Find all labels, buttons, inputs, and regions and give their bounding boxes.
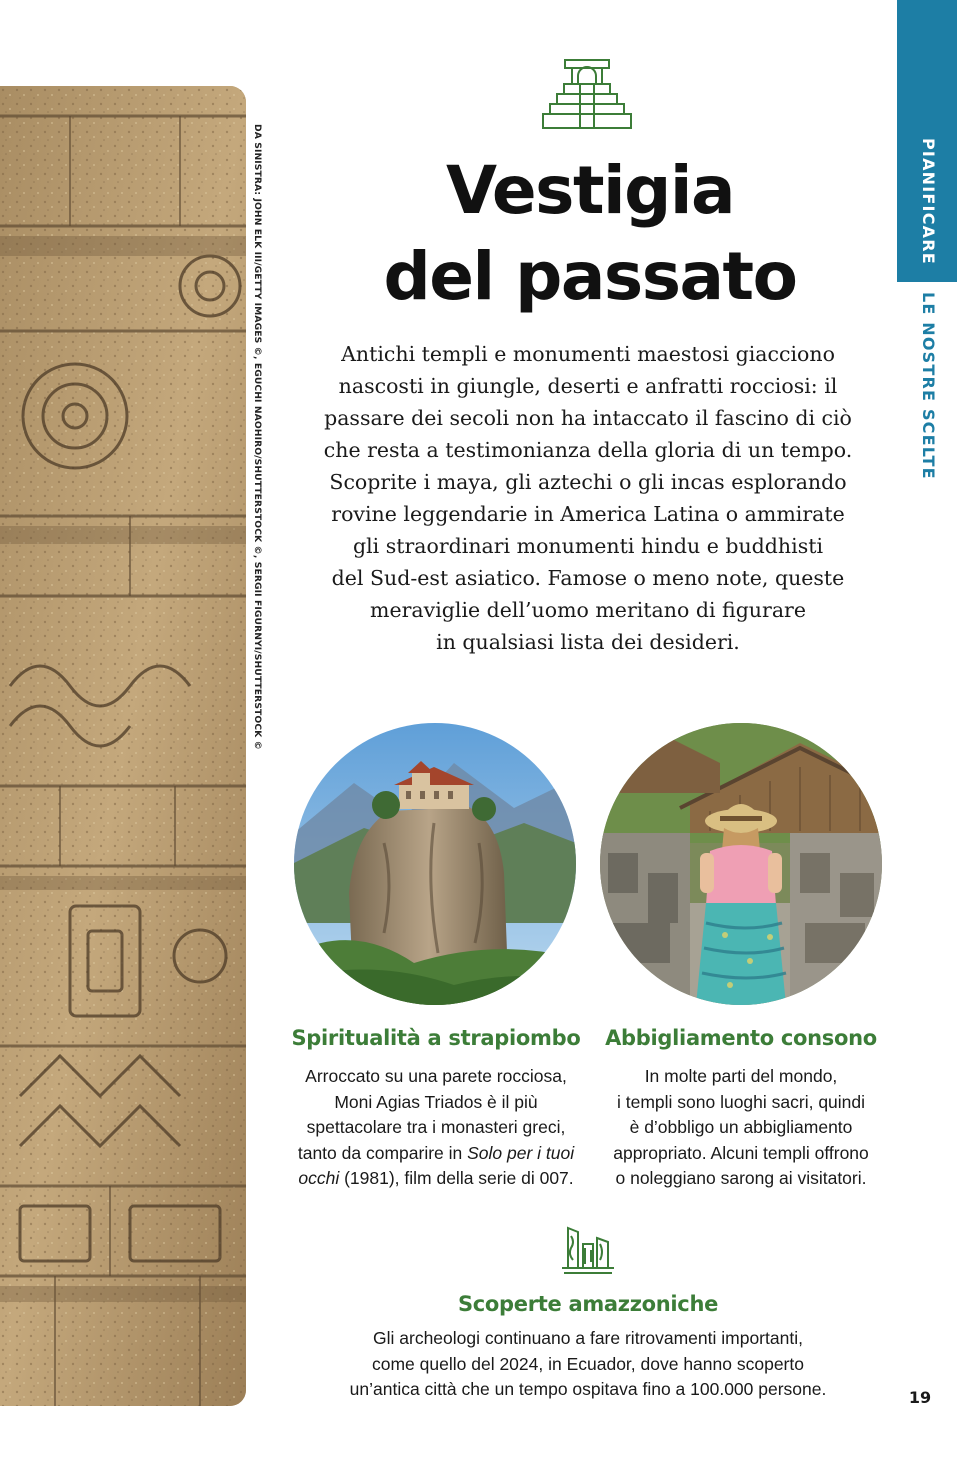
card-line: spettacolare tra i monasteri greci,	[306, 1117, 566, 1137]
card-line: i templi sono luoghi sacri, quindi	[616, 1091, 866, 1112]
stone-relief-photo	[0, 86, 246, 1406]
bottom-title: Scoperte amazzoniche	[457, 1292, 719, 1316]
intro-line: meraviglie dell’uomo meritano di figurare	[370, 598, 806, 622]
monastery-illustration	[294, 723, 576, 1005]
subsection-tab-label: LE NOSTRE SCELTE	[919, 292, 938, 480]
bottom-line: Gli archeologi continuano a fare ritrovamenti importanti,	[373, 1328, 803, 1348]
page-number: 19	[908, 1388, 932, 1407]
card-title-dress: Abbigliamento consono	[605, 1026, 877, 1050]
card-line: In molte parti del mondo,	[644, 1066, 838, 1086]
monastery-photo	[294, 723, 576, 1005]
stone-relief-illustration	[0, 86, 246, 1406]
page-title-line2: del passato	[383, 238, 797, 315]
intro-paragraph	[285, 338, 891, 658]
card-text-monastery	[288, 1064, 584, 1192]
section-tab-label: PIANIFICARE	[919, 138, 938, 265]
intro-line: gli straordinari monumenti hindu e buddhisti	[352, 534, 824, 558]
film-title: Solo per i tuoi	[467, 1142, 575, 1163]
intro-line: rovine leggendarie in America Latina o ammirate	[331, 502, 845, 526]
intro-line: nascosti in giungle, deserti e anfratti rocciosi: il	[338, 374, 838, 398]
temple-pyramid-icon	[540, 56, 634, 134]
page-title	[290, 148, 890, 320]
intro-line: passare dei secoli non ha intaccato il fascino di ciò	[324, 406, 852, 430]
section-tab-label-wrap	[897, 0, 957, 282]
bottom-line: come quello del 2024, in Ecuador, dove hanno scoperto	[372, 1353, 804, 1374]
page-title-line1: Vestigia	[445, 152, 735, 229]
card-text-dress	[598, 1064, 884, 1192]
card-line: è d’obbligo un abbigliamento	[629, 1117, 853, 1137]
subsection-tab[interactable]	[897, 282, 957, 502]
intro-line: Scoprite i maya, gli aztechi o gli incas esplorando	[329, 470, 847, 494]
card-title-monastery: Spiritualità a strapiombo	[291, 1026, 581, 1050]
intro-line: in qualsiasi lista dei desideri.	[436, 630, 740, 654]
photo-credit	[250, 124, 264, 750]
card-line: Arroccato su una parete rocciosa,	[305, 1066, 567, 1086]
temple-visitor-illustration	[600, 723, 882, 1005]
bottom-line: un’antica città che un tempo ospitava fino a 100.000 persone.	[349, 1379, 827, 1399]
intro-line: Antichi templi e monumenti maestosi giacciono	[341, 342, 835, 366]
photo-credit-text: DA SINISTRA: JOHN ELK III/GETTY IMAGES ©, EGUCHI NAOHIRO/SHUTTERSTOCK ©, SERGII FIGURNYI/SHUTTERSTOCK ©	[252, 124, 263, 750]
temple-visitor-photo	[600, 723, 882, 1005]
card-line: appropriato. Alcuni templi offrono	[613, 1142, 869, 1163]
ancient-ruins-icon	[560, 1222, 616, 1278]
film-title: occhi	[298, 1168, 340, 1188]
bottom-text	[330, 1326, 846, 1403]
card-line: Moni Agias Triados è il più	[334, 1091, 538, 1112]
intro-line: che resta a testimonianza della gloria di un tempo.	[323, 438, 853, 462]
card-line: o noleggiano sarong ai visitatori.	[615, 1168, 867, 1188]
intro-line: del Sud-est asiatico. Famose o meno note, queste	[331, 566, 845, 590]
card-line: (1981), film della serie di 007.	[339, 1168, 574, 1188]
card-line: tanto da comparire in	[297, 1142, 468, 1163]
section-tab[interactable]	[897, 0, 957, 282]
